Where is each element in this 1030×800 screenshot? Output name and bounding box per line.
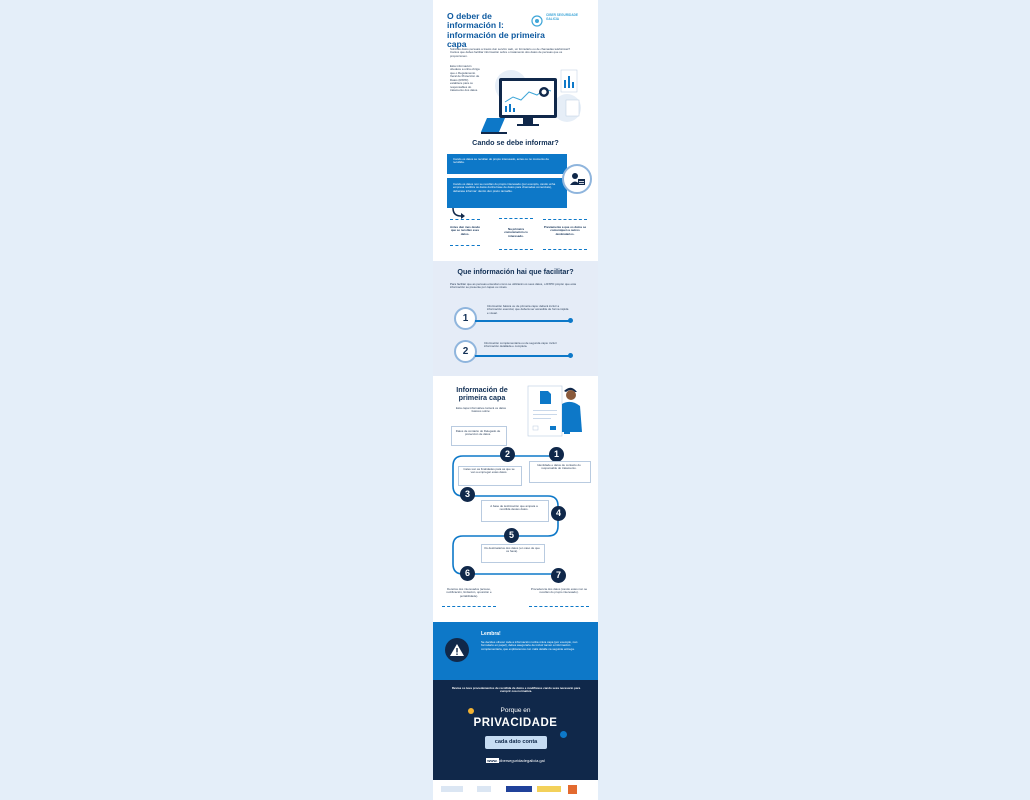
when-title: Cando se debe informar? xyxy=(472,138,559,147)
review-text: Revisa os teus procedementos de recollida de datos e modifícaos cando sexa necesario para cumprir coa normativa. xyxy=(451,686,581,694)
step7-line xyxy=(529,606,589,607)
layer2-dot xyxy=(568,353,573,358)
opt3-line xyxy=(543,219,587,220)
step5-number: 5 xyxy=(504,528,519,543)
step2-text: Cales son as finalidades para as que se van a empregar estes datos. xyxy=(463,467,515,475)
step6-line xyxy=(442,606,496,607)
step5-text: Os destinatarios dos datos (en caso de que os haxa). xyxy=(484,546,540,554)
user-card-icon xyxy=(562,164,592,194)
opt3-text: Previamente a que os datos se comuniquen a outros destinatarios. xyxy=(543,225,587,236)
page-title: O deber de información I: información de primeira capa xyxy=(447,11,545,49)
document-illustration-icon xyxy=(526,382,586,438)
logo-text: CIBER SEGURIDADE GALICIA xyxy=(546,13,579,21)
rgpd-text: Esta información obedece a unha obriga que o Regulamento Xeral de Protección de Datos (RXPD) establece para os responsables do tratamento dos datos. xyxy=(450,64,480,92)
step7-number: 7 xyxy=(551,568,566,583)
opt2-line-bottom xyxy=(499,249,533,250)
opt3-line-bottom xyxy=(543,249,587,250)
layer1-dot xyxy=(568,318,573,323)
opt1-line-bottom xyxy=(450,245,480,246)
shield-logo-icon xyxy=(531,14,543,26)
amtega-logo-icon xyxy=(477,786,491,792)
xunta-logo-icon xyxy=(441,786,463,792)
case2-text: Cando os datos non se recollan do propio interesado (por exemplo, cando unha empresa reutiliza os datos dunha base de datos para chamadas comerciais), deberase informar: dentro dun prazo razoable. xyxy=(453,182,556,193)
infographic-page xyxy=(433,0,598,800)
opt2-line xyxy=(499,218,533,219)
dpo-text: Datos de contacto do Delegado de protección de datos. xyxy=(455,429,501,437)
step4-number: 4 xyxy=(551,506,566,521)
opt2-text: Na primeira comunicación co interesado. xyxy=(504,227,528,238)
step6-text: Dereitos dos interesados (acceso, rectificación, limitación, oposición e portabilidade). xyxy=(446,587,492,598)
first-layer-title: Información de primeira capa xyxy=(456,385,508,403)
gobierno-logo-icon xyxy=(537,786,561,792)
step7-text: Procedencia dos datos (cando estes non se recollan do propio interesado). xyxy=(530,587,588,595)
step1-text: Identidade e datos de contacto do responsable do tratamento. xyxy=(537,463,581,471)
because-text: Porque en xyxy=(500,707,531,714)
step4-text: A base de lexitimación que ampara a recollida destes datos. xyxy=(490,504,538,512)
eu-logo-icon xyxy=(506,786,532,792)
privacy-text: PRIVACIDADE xyxy=(473,717,558,729)
layer1-text: Información básica ou de primeira capa: deberá incluír a información esencial, que deberá ser accesible de forma rápida e visual. xyxy=(487,304,569,315)
each-text: cada dato conta xyxy=(494,739,538,745)
step6-number: 6 xyxy=(460,566,475,581)
warning-icon xyxy=(445,638,469,662)
what-intro: Para facilitar que as persoas entendan como se utilizarán os seus datos, o RXPD propón que esta información se presente por capas ou niveis. xyxy=(450,282,576,290)
remember-text: Se decides ofrecer toda a información nunha única capa (por exemplo, nun formulario en papel), debes asegurarte de incluír tamén a información complementaria, que explicaremos con máis detalle na seguinte entrega. xyxy=(481,640,578,651)
step1-number: 1 xyxy=(549,447,564,462)
arrow-icon xyxy=(451,207,467,219)
case1-text: Cando os datos se recollan do propio interesado, antes ou no momento da recollida. xyxy=(453,157,549,165)
layer2-text: Información complementaria ou de segunda capa: incluír información detallada e completa. xyxy=(484,341,557,349)
layer1-line xyxy=(475,320,571,322)
monitor-illustration-icon xyxy=(481,64,596,136)
website-www: www. xyxy=(487,758,498,763)
step3-number: 3 xyxy=(460,487,475,502)
layer1-number: 1 xyxy=(454,307,477,330)
website-url: ciberseguridadegalicia.gal xyxy=(498,758,545,763)
decor-key-icon xyxy=(560,731,567,738)
logos-strip xyxy=(433,780,598,800)
opt1-text: Antes dun mes desde que se recollan eses datos. xyxy=(450,225,480,236)
intro-text: Solicitas datos persoais a través dun servizo web, un formulario ou de chamadas telefónicas? Cantos que debes facilitar información sobre o tratamento dos datos de persoas que os proporcionen. xyxy=(450,47,571,58)
remember-title: Lembra! xyxy=(481,631,501,637)
opt1-line xyxy=(450,219,480,220)
layer2-line xyxy=(475,355,571,357)
first-layer-subtitle: Esta capa informativa conterá os datos básicos sobre: xyxy=(456,406,506,414)
layer2-number: 2 xyxy=(454,340,477,363)
website-link[interactable] xyxy=(433,759,598,764)
step2-number: 2 xyxy=(500,447,515,462)
recovery-logo-icon xyxy=(568,785,577,794)
what-title: Que información hai que facilitar? xyxy=(457,267,574,276)
